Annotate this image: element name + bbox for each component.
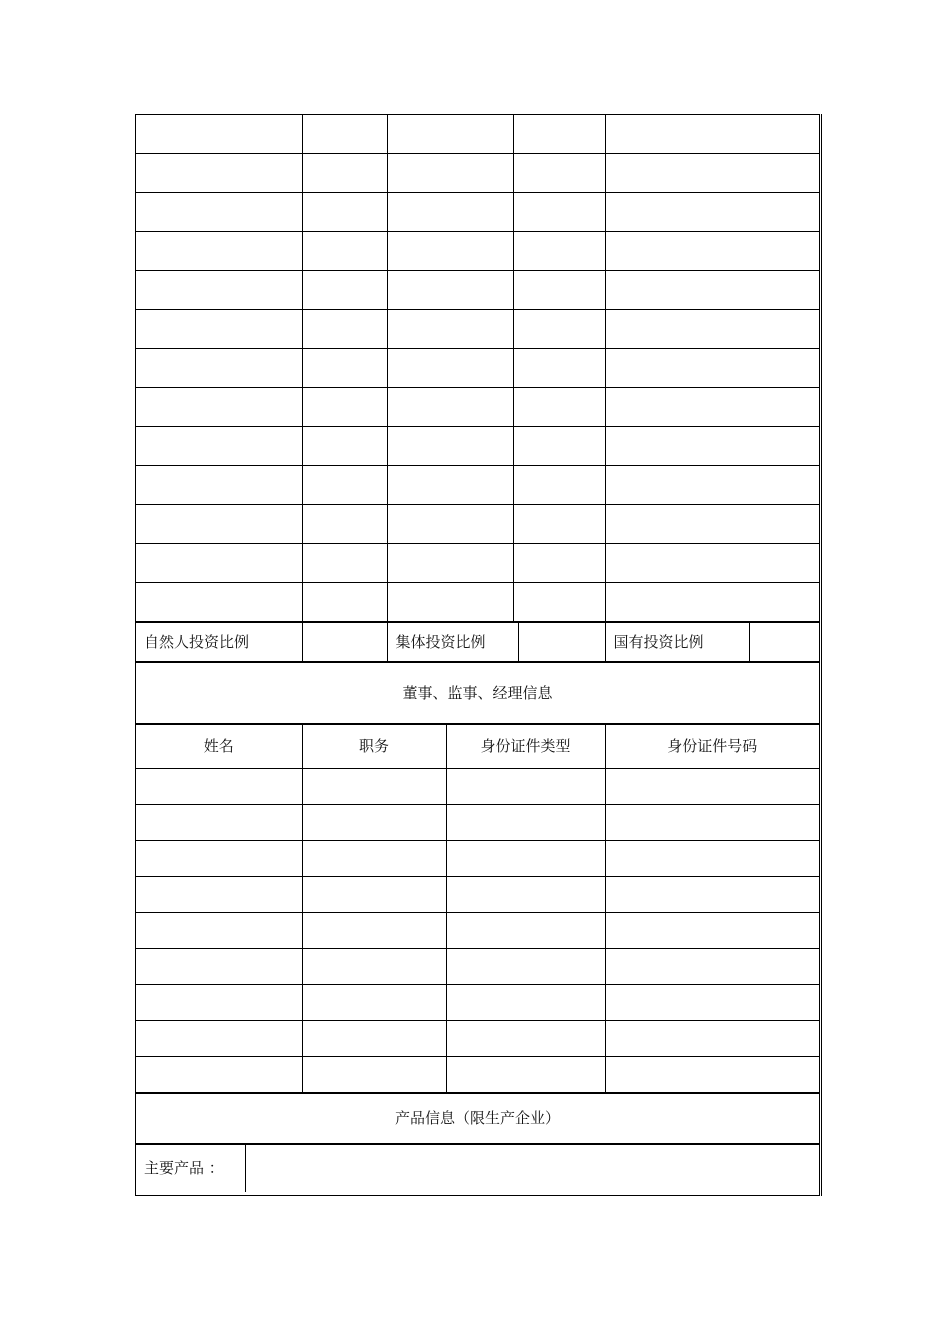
officer-cell[interactable] — [302, 1057, 446, 1093]
shareholder-cell[interactable] — [302, 388, 387, 427]
shareholder-cell[interactable] — [513, 193, 605, 232]
officer-row — [136, 985, 819, 1021]
shareholder-cell[interactable] — [513, 154, 605, 193]
shareholder-cell[interactable] — [302, 154, 387, 193]
shareholder-cell[interactable] — [387, 271, 513, 310]
officer-cell[interactable] — [136, 949, 302, 985]
shareholder-cell[interactable] — [302, 115, 387, 154]
shareholder-cell[interactable] — [302, 427, 387, 466]
shareholder-cell[interactable] — [136, 544, 302, 583]
officer-cell[interactable] — [605, 913, 819, 949]
shareholder-cell[interactable] — [302, 310, 387, 349]
officer-row — [136, 949, 819, 985]
officers-header-row — [136, 725, 819, 769]
shareholder-cell[interactable] — [387, 154, 513, 193]
officer-cell[interactable] — [302, 1021, 446, 1057]
officer-cell[interactable] — [605, 949, 819, 985]
officer-cell[interactable] — [605, 805, 819, 841]
shareholder-cell[interactable] — [513, 232, 605, 271]
shareholder-cell[interactable] — [605, 544, 819, 583]
shareholder-cell[interactable] — [302, 232, 387, 271]
officer-cell[interactable] — [446, 769, 605, 805]
officer-row — [136, 769, 819, 805]
officer-row — [136, 1021, 819, 1057]
officer-row — [136, 1057, 819, 1093]
shareholder-cell[interactable] — [605, 193, 819, 232]
officer-row — [136, 877, 819, 913]
officer-cell[interactable] — [136, 1057, 302, 1093]
shareholder-cell[interactable] — [302, 544, 387, 583]
shareholder-row — [136, 310, 819, 349]
officer-cell[interactable] — [136, 805, 302, 841]
shareholder-cell[interactable] — [136, 193, 302, 232]
officer-cell[interactable] — [605, 1057, 819, 1093]
shareholder-cell[interactable] — [387, 115, 513, 154]
shareholder-cell[interactable] — [136, 427, 302, 466]
state-ratio-label: 国有投资比例 — [605, 623, 749, 662]
shareholder-cell[interactable] — [513, 583, 605, 622]
shareholder-table — [136, 115, 819, 622]
shareholder-cell[interactable] — [387, 505, 513, 544]
shareholder-row — [136, 583, 819, 622]
shareholder-row — [136, 349, 819, 388]
shareholder-cell[interactable] — [387, 193, 513, 232]
officer-cell[interactable] — [136, 841, 302, 877]
officer-cell[interactable] — [446, 1021, 605, 1057]
shareholder-row — [136, 115, 819, 154]
product-section-header — [136, 1093, 819, 1144]
shareholder-cell[interactable] — [136, 232, 302, 271]
officers-table — [136, 724, 819, 1093]
shareholder-cell[interactable] — [302, 349, 387, 388]
shareholder-cell[interactable] — [605, 505, 819, 544]
shareholder-cell[interactable] — [387, 544, 513, 583]
natural-person-ratio-value[interactable] — [302, 623, 387, 662]
shareholder-row — [136, 505, 819, 544]
investment-ratio-table — [136, 622, 819, 662]
shareholder-cell[interactable] — [136, 388, 302, 427]
officer-cell[interactable] — [302, 913, 446, 949]
officer-cell[interactable] — [446, 805, 605, 841]
officer-cell[interactable] — [136, 877, 302, 913]
state-ratio-value[interactable] — [749, 623, 819, 662]
shareholder-cell[interactable] — [302, 193, 387, 232]
shareholder-cell[interactable] — [302, 466, 387, 505]
officer-row — [136, 805, 819, 841]
officers-section-title: 董事、监事、经理信息 — [136, 663, 819, 724]
officer-cell[interactable] — [446, 949, 605, 985]
column-header-id-type: 身份证件类型 — [446, 725, 605, 769]
shareholder-cell[interactable] — [513, 544, 605, 583]
shareholder-cell[interactable] — [136, 310, 302, 349]
officer-cell[interactable] — [605, 769, 819, 805]
officer-cell[interactable] — [605, 841, 819, 877]
shareholder-cell[interactable] — [302, 505, 387, 544]
shareholder-cell[interactable] — [136, 349, 302, 388]
main-products-label: 主要产品 ： — [136, 1145, 245, 1193]
shareholder-row — [136, 271, 819, 310]
investment-ratio-row — [136, 623, 819, 662]
collective-ratio-label: 集体投资比例 — [387, 623, 518, 662]
officer-cell[interactable] — [605, 1021, 819, 1057]
officer-cell[interactable] — [446, 985, 605, 1021]
shareholder-cell[interactable] — [605, 154, 819, 193]
officer-row — [136, 913, 819, 949]
shareholder-cell[interactable] — [605, 427, 819, 466]
shareholder-cell[interactable] — [302, 271, 387, 310]
shareholder-cell[interactable] — [387, 583, 513, 622]
shareholder-cell[interactable] — [513, 310, 605, 349]
officer-cell[interactable] — [302, 985, 446, 1021]
shareholder-cell[interactable] — [387, 466, 513, 505]
shareholder-cell[interactable] — [136, 505, 302, 544]
shareholder-cell[interactable] — [605, 232, 819, 271]
shareholder-cell[interactable] — [136, 115, 302, 154]
main-products-table — [136, 1144, 819, 1192]
shareholder-cell[interactable] — [302, 583, 387, 622]
officer-cell[interactable] — [136, 769, 302, 805]
shareholder-row — [136, 544, 819, 583]
shareholder-cell[interactable] — [513, 115, 605, 154]
shareholder-cell[interactable] — [513, 271, 605, 310]
shareholder-cell[interactable] — [513, 505, 605, 544]
shareholder-cell[interactable] — [513, 466, 605, 505]
natural-person-ratio-label: 自然人投资比例 — [136, 623, 302, 662]
officers-section-header — [136, 662, 819, 724]
shareholder-cell[interactable] — [605, 271, 819, 310]
officer-cell[interactable] — [302, 949, 446, 985]
shareholder-row — [136, 193, 819, 232]
shareholder-cell[interactable] — [387, 232, 513, 271]
officer-cell[interactable] — [302, 805, 446, 841]
officer-cell[interactable] — [446, 877, 605, 913]
shareholder-cell[interactable] — [605, 310, 819, 349]
column-header-position: 职务 — [302, 725, 446, 769]
shareholder-cell[interactable] — [513, 388, 605, 427]
shareholder-cell[interactable] — [605, 115, 819, 154]
shareholder-cell[interactable] — [387, 349, 513, 388]
main-products-value[interactable] — [245, 1145, 819, 1193]
officer-cell[interactable] — [136, 1021, 302, 1057]
shareholder-row — [136, 154, 819, 193]
column-header-id-number: 身份证件号码 — [605, 725, 819, 769]
officer-cell[interactable] — [605, 985, 819, 1021]
shareholder-row — [136, 466, 819, 505]
column-header-name: 姓名 — [136, 725, 302, 769]
officer-cell[interactable] — [302, 769, 446, 805]
shareholder-cell[interactable] — [605, 388, 819, 427]
form-frame — [135, 114, 820, 1196]
shareholder-cell[interactable] — [605, 583, 819, 622]
shareholder-row — [136, 427, 819, 466]
shareholder-cell[interactable] — [387, 388, 513, 427]
officer-cell[interactable] — [446, 841, 605, 877]
shareholder-cell[interactable] — [513, 427, 605, 466]
shareholder-cell[interactable] — [513, 349, 605, 388]
officer-cell[interactable] — [136, 913, 302, 949]
officer-cell[interactable] — [302, 877, 446, 913]
officer-cell[interactable] — [446, 913, 605, 949]
officer-cell[interactable] — [605, 877, 819, 913]
officer-cell[interactable] — [446, 1057, 605, 1093]
shareholder-cell[interactable] — [605, 466, 819, 505]
shareholder-cell[interactable] — [136, 466, 302, 505]
shareholder-cell[interactable] — [605, 349, 819, 388]
shareholder-row — [136, 232, 819, 271]
shareholder-cell[interactable] — [136, 583, 302, 622]
shareholder-cell[interactable] — [387, 310, 513, 349]
collective-ratio-value[interactable] — [518, 623, 605, 662]
shareholder-cell[interactable] — [136, 154, 302, 193]
product-section-title: 产品信息（限生产企业） — [136, 1094, 819, 1144]
shareholder-cell[interactable] — [387, 427, 513, 466]
officer-cell[interactable] — [302, 841, 446, 877]
shareholder-row — [136, 388, 819, 427]
shareholder-cell[interactable] — [136, 271, 302, 310]
officer-cell[interactable] — [136, 985, 302, 1021]
officer-row — [136, 841, 819, 877]
